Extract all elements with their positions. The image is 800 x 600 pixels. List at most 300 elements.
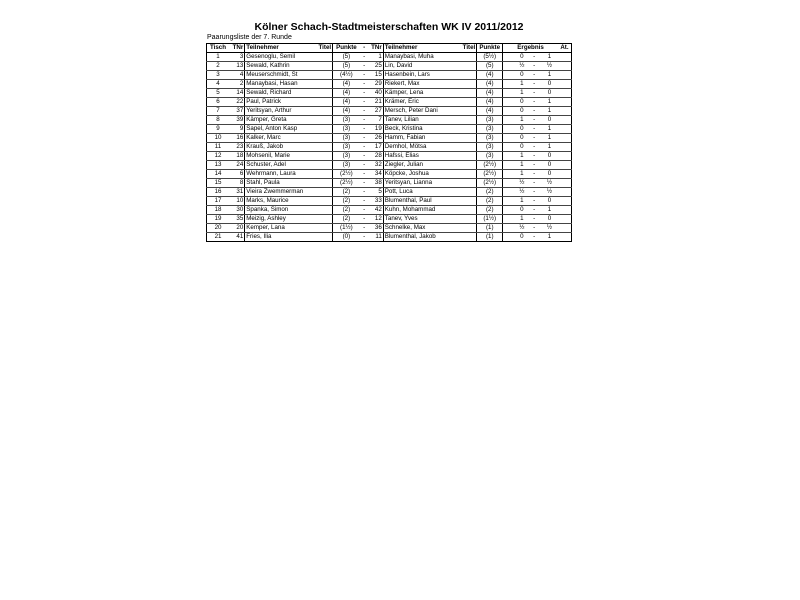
cell-spacer <box>503 161 517 170</box>
cell-tisch: 12 <box>207 152 230 161</box>
table-row <box>207 161 572 170</box>
cell-at <box>558 53 572 62</box>
cell-tnr-black: 32 <box>369 161 384 170</box>
cell-tnr-black: 12 <box>369 215 384 224</box>
cell-spacer <box>503 224 517 233</box>
cell-punkte-black: (5) <box>477 62 503 71</box>
cell-result-dash: - <box>527 215 541 224</box>
cell-player-white: Wehrmann, Laura <box>245 170 310 179</box>
cell-tisch: 16 <box>207 188 230 197</box>
cell-titel-white <box>310 224 333 233</box>
cell-titel-black <box>453 233 477 242</box>
cell-at <box>558 170 572 179</box>
cell-dash: - <box>360 224 369 233</box>
cell-result-dash: - <box>527 125 541 134</box>
cell-tnr-white: 8 <box>229 179 245 188</box>
cell-spacer <box>503 107 517 116</box>
cell-punkte-white: (2½) <box>333 179 360 188</box>
cell-tisch: 11 <box>207 143 230 152</box>
cell-player-black: Hafssi, Elias <box>383 152 453 161</box>
table-header-row <box>207 44 572 53</box>
cell-player-black: Demhol, Mötsa <box>383 143 453 152</box>
cell-result-black: 1 <box>541 53 558 62</box>
table-row <box>207 125 572 134</box>
cell-punkte-black: (4) <box>477 71 503 80</box>
cell-punkte-black: (2) <box>477 206 503 215</box>
cell-tnr-black: 38 <box>369 179 384 188</box>
cell-spacer <box>503 71 517 80</box>
cell-player-white: Kemper, Lana <box>245 224 310 233</box>
cell-tnr-black: 17 <box>369 143 384 152</box>
cell-tnr-white: 39 <box>229 116 245 125</box>
table-row <box>207 197 572 206</box>
cell-at <box>558 197 572 206</box>
cell-result-white: 0 <box>516 107 527 116</box>
cell-at <box>558 71 572 80</box>
cell-tnr-white: 24 <box>229 161 245 170</box>
cell-spacer <box>503 80 517 89</box>
cell-spacer <box>503 143 517 152</box>
cell-result-white: 0 <box>516 206 527 215</box>
cell-dash: - <box>360 233 369 242</box>
cell-result-dash: - <box>527 188 541 197</box>
cell-spacer <box>503 197 517 206</box>
cell-result-white: 1 <box>516 215 527 224</box>
cell-player-white: Fries, Ilia <box>245 233 310 242</box>
cell-player-black: Beck, Kristina <box>383 125 453 134</box>
cell-tisch: 17 <box>207 197 230 206</box>
cell-result-white: 0 <box>516 53 527 62</box>
cell-punkte-black: (2) <box>477 188 503 197</box>
cell-result-dash: - <box>527 152 541 161</box>
cell-punkte-black: (2½) <box>477 170 503 179</box>
cell-tisch: 21 <box>207 233 230 242</box>
cell-spacer <box>503 152 517 161</box>
table-row <box>207 116 572 125</box>
cell-tnr-white: 2 <box>229 80 245 89</box>
cell-result-dash: - <box>527 107 541 116</box>
cell-player-white: Vieira Zwemmerman <box>245 188 310 197</box>
cell-at <box>558 161 572 170</box>
cell-tnr-black: 33 <box>369 197 384 206</box>
cell-result-dash: - <box>527 197 541 206</box>
cell-player-black: Krämer, Eric <box>383 98 453 107</box>
cell-punkte-white: (4½) <box>333 71 360 80</box>
cell-dash: - <box>360 143 369 152</box>
header-titel-white: Titel <box>310 44 333 53</box>
cell-result-white: 0 <box>516 71 527 80</box>
cell-punkte-white: (5) <box>333 53 360 62</box>
cell-titel-black <box>453 179 477 188</box>
table-row <box>207 53 572 62</box>
cell-spacer <box>503 233 517 242</box>
cell-result-black: 1 <box>541 233 558 242</box>
cell-result-black: 1 <box>541 143 558 152</box>
cell-titel-white <box>310 152 333 161</box>
cell-at <box>558 98 572 107</box>
cell-titel-black <box>453 224 477 233</box>
cell-result-black: 0 <box>541 170 558 179</box>
cell-titel-white <box>310 179 333 188</box>
cell-punkte-white: (3) <box>333 116 360 125</box>
cell-tnr-white: 37 <box>229 107 245 116</box>
cell-result-white: 1 <box>516 161 527 170</box>
cell-at <box>558 179 572 188</box>
cell-dash: - <box>360 71 369 80</box>
cell-tnr-white: 41 <box>229 233 245 242</box>
cell-result-white: 1 <box>516 170 527 179</box>
cell-result-black: 0 <box>541 197 558 206</box>
cell-spacer <box>503 53 517 62</box>
cell-titel-black <box>453 188 477 197</box>
cell-dash: - <box>360 215 369 224</box>
cell-result-white: 0 <box>516 134 527 143</box>
cell-titel-white <box>310 188 333 197</box>
cell-titel-white <box>310 170 333 179</box>
cell-punkte-white: (3) <box>333 152 360 161</box>
cell-player-white: Meuserschmidt, St <box>245 71 310 80</box>
cell-titel-white <box>310 215 333 224</box>
cell-result-dash: - <box>527 143 541 152</box>
cell-tnr-white: 9 <box>229 125 245 134</box>
cell-result-white: 0 <box>516 233 527 242</box>
cell-tnr-black: 28 <box>369 152 384 161</box>
cell-at <box>558 152 572 161</box>
cell-result-black: ½ <box>541 179 558 188</box>
cell-tnr-white: 6 <box>229 170 245 179</box>
cell-punkte-white: (1½) <box>333 224 360 233</box>
cell-punkte-black: (3) <box>477 125 503 134</box>
cell-player-black: Hamm, Fabian <box>383 134 453 143</box>
cell-spacer <box>503 215 517 224</box>
cell-punkte-white: (3) <box>333 161 360 170</box>
cell-titel-black <box>453 125 477 134</box>
cell-player-black: Riekert, Max <box>383 80 453 89</box>
cell-player-white: Manaybasi, Hasan <box>245 80 310 89</box>
cell-result-white: ½ <box>516 62 527 71</box>
cell-spacer <box>503 134 517 143</box>
cell-tisch: 19 <box>207 215 230 224</box>
cell-result-white: 0 <box>516 125 527 134</box>
cell-spacer <box>503 170 517 179</box>
cell-punkte-black: (5½) <box>477 53 503 62</box>
cell-tnr-black: 1 <box>369 53 384 62</box>
cell-titel-white <box>310 116 333 125</box>
cell-punkte-white: (3) <box>333 134 360 143</box>
cell-titel-white <box>310 89 333 98</box>
table-row <box>207 152 572 161</box>
cell-punkte-white: (2) <box>333 197 360 206</box>
cell-dash: - <box>360 89 369 98</box>
pairings-body <box>207 53 572 242</box>
cell-tnr-white: 14 <box>229 89 245 98</box>
cell-titel-white <box>310 107 333 116</box>
cell-tnr-white: 16 <box>229 134 245 143</box>
round-subtitle: Paarungsliste der 7. Runde <box>207 34 292 41</box>
cell-result-black: 1 <box>541 125 558 134</box>
cell-tnr-black: 15 <box>369 71 384 80</box>
cell-result-dash: - <box>527 80 541 89</box>
cell-titel-black <box>453 98 477 107</box>
cell-punkte-black: (1) <box>477 224 503 233</box>
cell-titel-black <box>453 107 477 116</box>
pairings-table <box>206 43 572 242</box>
cell-titel-white <box>310 206 333 215</box>
cell-tisch: 20 <box>207 224 230 233</box>
cell-player-black: Tanev, Lilian <box>383 116 453 125</box>
cell-at <box>558 89 572 98</box>
header-teilnehmer-white: Teilnehmer <box>245 44 310 53</box>
cell-result-black: 0 <box>541 80 558 89</box>
cell-tnr-white: 23 <box>229 143 245 152</box>
cell-spacer <box>503 116 517 125</box>
cell-spacer <box>503 89 517 98</box>
cell-tnr-white: 31 <box>229 188 245 197</box>
cell-spacer <box>503 206 517 215</box>
cell-dash: - <box>360 197 369 206</box>
cell-punkte-white: (4) <box>333 80 360 89</box>
cell-tnr-black: 27 <box>369 107 384 116</box>
cell-result-white: 1 <box>516 89 527 98</box>
cell-result-dash: - <box>527 161 541 170</box>
cell-result-white: 1 <box>516 197 527 206</box>
cell-player-black: Mersch, Peter Dani <box>383 107 453 116</box>
cell-result-black: 0 <box>541 161 558 170</box>
cell-player-white: Sapel, Anton Kasp <box>245 125 310 134</box>
cell-titel-black <box>453 170 477 179</box>
cell-titel-white <box>310 62 333 71</box>
cell-tnr-white: 35 <box>229 215 245 224</box>
table-row <box>207 80 572 89</box>
table-row <box>207 134 572 143</box>
cell-tnr-white: 3 <box>229 53 245 62</box>
cell-tnr-black: 11 <box>369 233 384 242</box>
table-row <box>207 215 572 224</box>
cell-dash: - <box>360 170 369 179</box>
cell-result-dash: - <box>527 116 541 125</box>
cell-player-black: Manaybasi, Muha <box>383 53 453 62</box>
cell-punkte-black: (4) <box>477 89 503 98</box>
cell-dash: - <box>360 62 369 71</box>
cell-result-dash: - <box>527 53 541 62</box>
cell-titel-black <box>453 215 477 224</box>
cell-player-black: Hasenbein, Lars <box>383 71 453 80</box>
cell-titel-white <box>310 125 333 134</box>
cell-player-white: Spanka, Simon <box>245 206 310 215</box>
cell-player-black: Ziegler, Julian <box>383 161 453 170</box>
cell-dash: - <box>360 116 369 125</box>
cell-player-white: Sewald, Kathrin <box>245 62 310 71</box>
cell-titel-white <box>310 98 333 107</box>
cell-at <box>558 80 572 89</box>
cell-punkte-black: (3) <box>477 152 503 161</box>
cell-titel-black <box>453 197 477 206</box>
header-tnr-black: TNr <box>369 44 384 53</box>
cell-player-black: Blumenthal, Jakob <box>383 233 453 242</box>
cell-tisch: 10 <box>207 134 230 143</box>
cell-punkte-white: (4) <box>333 89 360 98</box>
cell-spacer <box>503 62 517 71</box>
header-tnr-white: TNr <box>229 44 245 53</box>
cell-player-black: Lin, David <box>383 62 453 71</box>
cell-spacer <box>503 125 517 134</box>
cell-result-dash: - <box>527 170 541 179</box>
cell-tisch: 9 <box>207 125 230 134</box>
cell-punkte-black: (3) <box>477 143 503 152</box>
cell-tisch: 5 <box>207 89 230 98</box>
cell-result-white: 0 <box>516 98 527 107</box>
cell-player-white: Meizig, Ashley <box>245 215 310 224</box>
cell-titel-black <box>453 71 477 80</box>
cell-player-white: Kämper, Greta <box>245 116 310 125</box>
cell-result-black: 0 <box>541 89 558 98</box>
header-tisch: Tisch <box>207 44 230 53</box>
cell-tnr-white: 18 <box>229 152 245 161</box>
cell-tnr-black: 42 <box>369 206 384 215</box>
cell-result-white: ½ <box>516 179 527 188</box>
cell-titel-white <box>310 161 333 170</box>
cell-player-black: Schnelke, Max <box>383 224 453 233</box>
cell-at <box>558 134 572 143</box>
table-row <box>207 71 572 80</box>
cell-tnr-white: 20 <box>229 224 245 233</box>
cell-titel-black <box>453 206 477 215</box>
cell-result-white: 1 <box>516 80 527 89</box>
cell-player-white: Mohsenil, Marie <box>245 152 310 161</box>
header-titel-black: Titel <box>453 44 477 53</box>
cell-result-black: 1 <box>541 206 558 215</box>
cell-player-white: Sewald, Richard <box>245 89 310 98</box>
cell-result-black: 1 <box>541 71 558 80</box>
cell-dash: - <box>360 152 369 161</box>
header-at: At. <box>558 44 572 53</box>
cell-punkte-black: (3) <box>477 134 503 143</box>
cell-spacer <box>503 98 517 107</box>
cell-tnr-white: 10 <box>229 197 245 206</box>
cell-tisch: 3 <box>207 71 230 80</box>
cell-at <box>558 107 572 116</box>
cell-dash: - <box>360 80 369 89</box>
cell-tisch: 15 <box>207 179 230 188</box>
cell-titel-white <box>310 197 333 206</box>
cell-punkte-white: (3) <box>333 125 360 134</box>
cell-result-white: 0 <box>516 143 527 152</box>
cell-result-dash: - <box>527 179 541 188</box>
cell-at <box>558 215 572 224</box>
cell-dash: - <box>360 161 369 170</box>
table-row <box>207 188 572 197</box>
table-row <box>207 224 572 233</box>
cell-titel-black <box>453 62 477 71</box>
cell-dash: - <box>360 188 369 197</box>
cell-punkte-white: (4) <box>333 107 360 116</box>
cell-punkte-white: (2½) <box>333 170 360 179</box>
cell-tnr-white: 13 <box>229 62 245 71</box>
cell-player-white: Krauß, Jakob <box>245 143 310 152</box>
cell-tnr-black: 36 <box>369 224 384 233</box>
cell-titel-white <box>310 134 333 143</box>
cell-at <box>558 188 572 197</box>
cell-player-white: Marks, Maurice <box>245 197 310 206</box>
cell-player-black: Yeritsyan, Lianna <box>383 179 453 188</box>
cell-result-black: ½ <box>541 188 558 197</box>
cell-titel-black <box>453 161 477 170</box>
cell-player-black: Kämper, Lena <box>383 89 453 98</box>
cell-punkte-white: (0) <box>333 233 360 242</box>
cell-player-white: Kalker, Marc <box>245 134 310 143</box>
cell-result-black: 0 <box>541 116 558 125</box>
cell-player-black: Tanev, Yves <box>383 215 453 224</box>
cell-titel-black <box>453 134 477 143</box>
cell-result-dash: - <box>527 98 541 107</box>
cell-tnr-white: 30 <box>229 206 245 215</box>
cell-punkte-black: (3) <box>477 116 503 125</box>
table-row <box>207 143 572 152</box>
table-row <box>207 206 572 215</box>
cell-spacer <box>503 188 517 197</box>
cell-tnr-black: 34 <box>369 170 384 179</box>
header-punkte-white: Punkte <box>333 44 360 53</box>
table-row <box>207 170 572 179</box>
cell-player-black: Köpcke, Joshua <box>383 170 453 179</box>
cell-tnr-white: 22 <box>229 98 245 107</box>
cell-player-white: Stahl, Paula <box>245 179 310 188</box>
cell-tnr-black: 7 <box>369 116 384 125</box>
cell-result-dash: - <box>527 233 541 242</box>
cell-titel-white <box>310 71 333 80</box>
cell-player-black: Kuhn, Mohammad <box>383 206 453 215</box>
cell-result-white: ½ <box>516 188 527 197</box>
cell-result-white: 1 <box>516 152 527 161</box>
cell-player-white: Gesenoglu, Semil <box>245 53 310 62</box>
cell-punkte-black: (4) <box>477 98 503 107</box>
cell-punkte-black: (4) <box>477 80 503 89</box>
table-row <box>207 98 572 107</box>
cell-punkte-black: (4) <box>477 107 503 116</box>
cell-dash: - <box>360 125 369 134</box>
cell-titel-white <box>310 80 333 89</box>
cell-tisch: 8 <box>207 116 230 125</box>
cell-tnr-black: 5 <box>369 188 384 197</box>
cell-result-dash: - <box>527 206 541 215</box>
cell-titel-white <box>310 53 333 62</box>
cell-punkte-black: (2) <box>477 197 503 206</box>
cell-tisch: 14 <box>207 170 230 179</box>
cell-spacer <box>503 179 517 188</box>
cell-at <box>558 224 572 233</box>
cell-at <box>558 62 572 71</box>
cell-result-black: ½ <box>541 62 558 71</box>
cell-punkte-white: (3) <box>333 143 360 152</box>
cell-player-white: Paul, Patrick <box>245 98 310 107</box>
cell-result-black: 0 <box>541 215 558 224</box>
cell-result-black: ½ <box>541 224 558 233</box>
cell-result-dash: - <box>527 62 541 71</box>
cell-titel-black <box>453 143 477 152</box>
cell-punkte-black: (1) <box>477 233 503 242</box>
cell-tnr-black: 26 <box>369 134 384 143</box>
cell-player-white: Schuster, Adel <box>245 161 310 170</box>
cell-titel-black <box>453 152 477 161</box>
cell-tnr-black: 29 <box>369 80 384 89</box>
cell-punkte-black: (2½) <box>477 179 503 188</box>
cell-punkte-white: (4) <box>333 98 360 107</box>
cell-at <box>558 143 572 152</box>
cell-at <box>558 116 572 125</box>
cell-tisch: 6 <box>207 98 230 107</box>
cell-player-black: Blumenthal, Paul <box>383 197 453 206</box>
cell-tnr-white: 4 <box>229 71 245 80</box>
